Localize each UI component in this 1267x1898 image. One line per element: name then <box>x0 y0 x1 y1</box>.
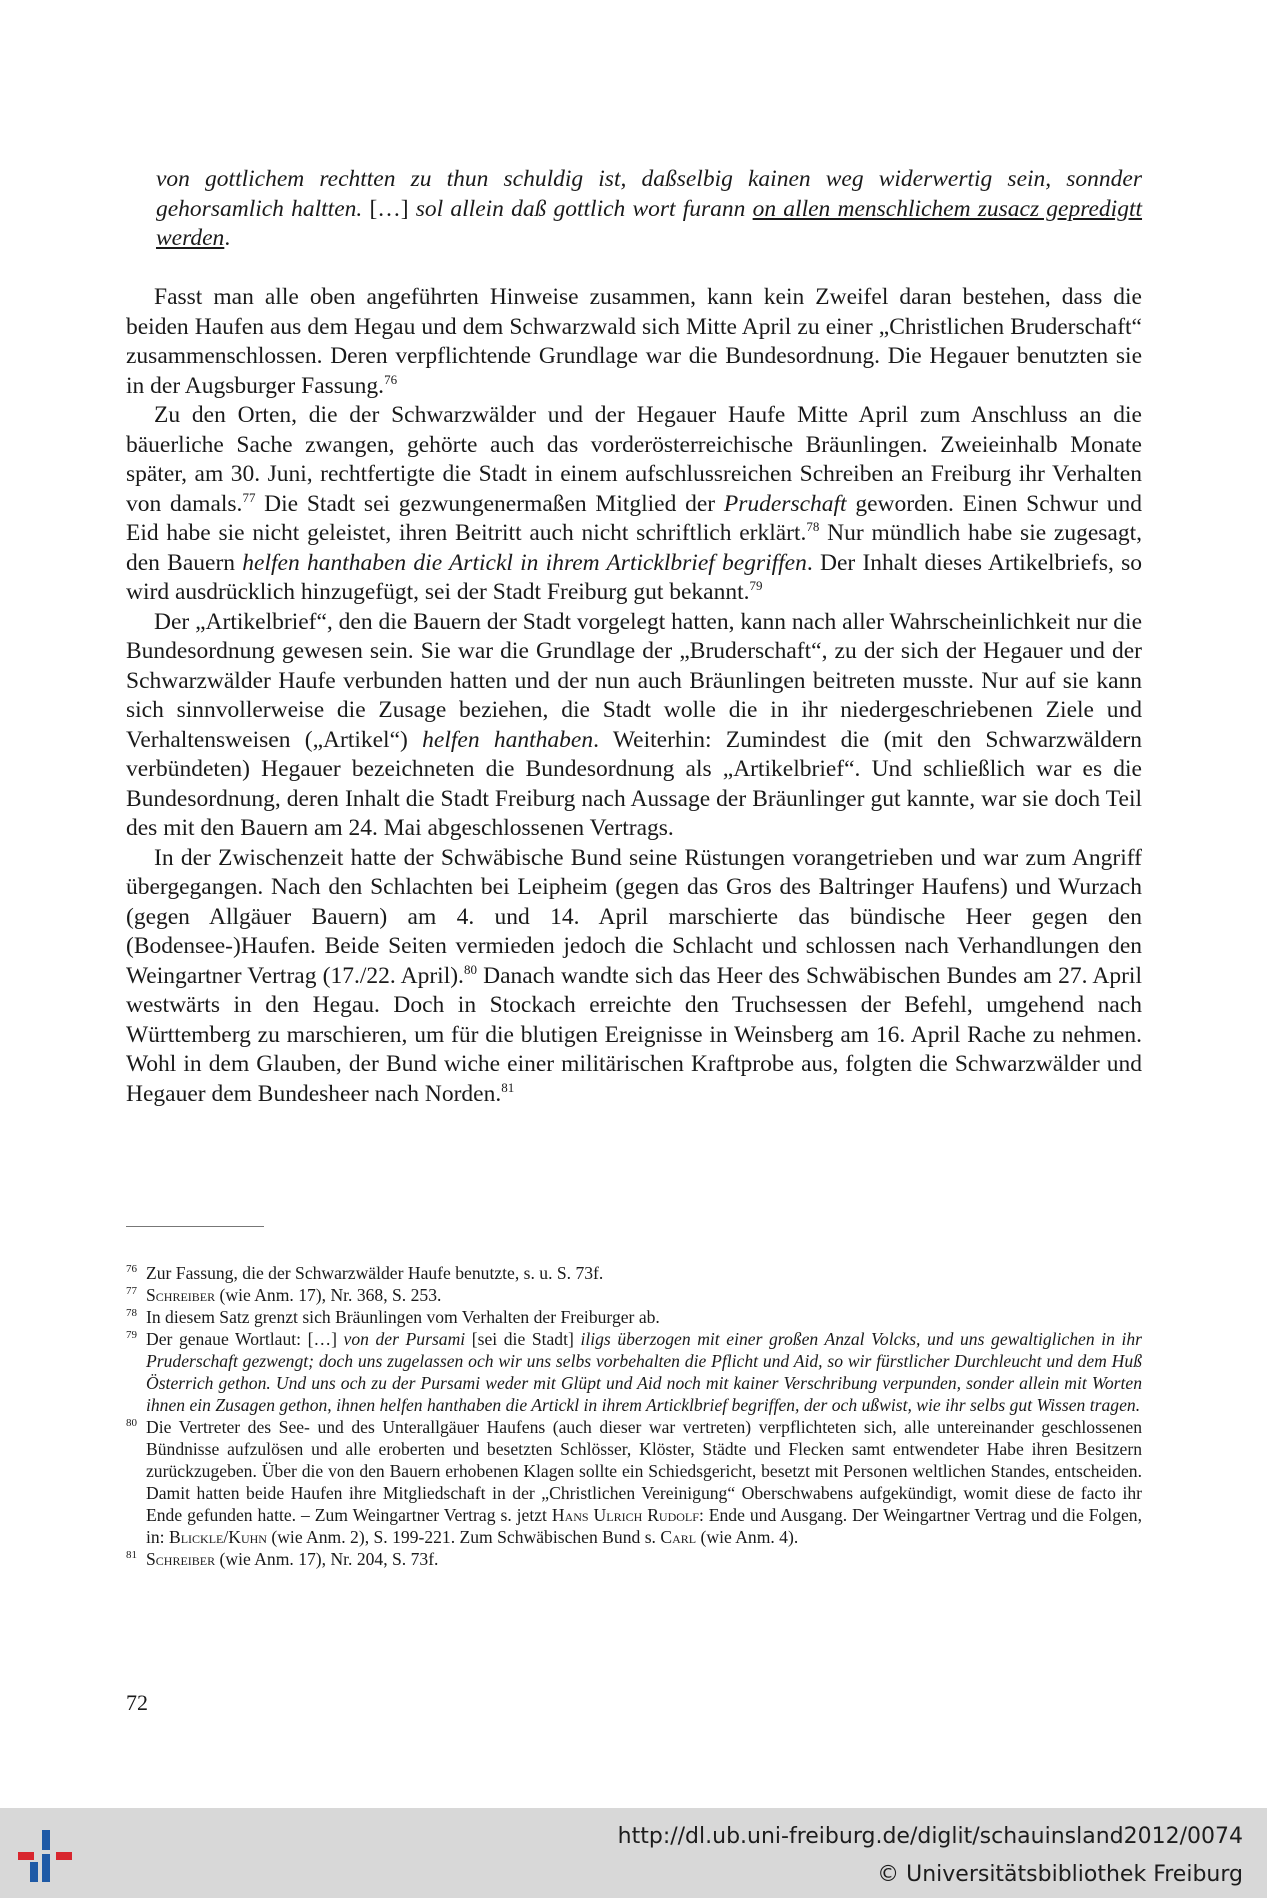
quote-underlined: on allen menschlichem zusacz gepredigtt werden <box>156 195 1143 251</box>
footnote-text-a: Der genaue Wortlaut: […] <box>146 1329 344 1349</box>
p2-text-d: Nur mündlich habe sie zugesagt, den Bauern <box>126 520 1143 576</box>
p2-text-b: Die Stadt sei gezwungenermaßen Mitglied der <box>255 490 724 517</box>
footnote-divider <box>126 1226 264 1227</box>
footnote-text: In diesem Satz grenzt sich Bräunlingen vom Verhalten der Freiburger ab. <box>146 1307 660 1327</box>
footnotes <box>126 1262 1142 1570</box>
logo-bar-blue-top <box>42 1830 50 1850</box>
footnote-ref-80: 80 <box>463 961 477 977</box>
footnote-author-3: Carl <box>660 1527 697 1547</box>
quote-text-2: sol allein daß gottlich wort furann <box>415 195 746 222</box>
footnote-ref-79: 79 <box>749 578 763 593</box>
p4-text-a: In der Zwischenzeit hatte der Schwäbische Bund seine Rüstungen vorangetrieben und war zum Angriff übergegangen. Nach den Schlachten bei Leipheim (gegen das Gros des Baltringer Haufens) und Wurzach (gegen Allgäuer Bauern) am 4. und 14. April marschierte das bündische Heer gegen den (Bodensee-)Haufen. Beide Seiten vermieden jedoch die Schlacht und schlossen nach Verhandlungen den Weingartner Vertrag (17./22. April). <box>126 844 1142 989</box>
paragraph-1 <box>126 283 1142 401</box>
footnote-ref-78: 78 <box>806 519 820 534</box>
footnote-76 <box>126 1262 1142 1284</box>
footnote-author-1: Hans Ulrich Rudolf <box>551 1505 699 1525</box>
footnote-italic-a: von der Pursami <box>343 1329 466 1349</box>
p2-text-c: geworden. Einen Schwur und Eid habe sie nicht geleistet, ihren Beitritt auch nicht schriftlich erklärt. <box>126 490 1142 546</box>
footnote-81 <box>126 1548 1142 1570</box>
block-quote <box>156 165 1142 254</box>
main-text <box>126 283 1142 1109</box>
footnote-number: 79 <box>126 1329 137 1341</box>
permalink-url[interactable]: http://dl.ub.uni-freiburg.de/diglit/schauinsland2012/0074 <box>617 1824 1243 1849</box>
footnote-number: 77 <box>126 1285 137 1297</box>
footnote-text-d: (wie Anm. 4). <box>696 1527 799 1547</box>
footnote-author: Schreiber <box>146 1285 216 1305</box>
paragraph-4 <box>126 844 1142 1110</box>
p4-text-b: Danach wandte sich das Heer des Schwäbischen Bundes am 27. April westwärts in den Hegau. Doch in Stockach erreichte den Truchsessen der Befehl, umgehend nach Württemberg zu marschieren, um für die blutigen Ereignisse in Weinsberg am 16. April Rache zu nehmen. Wohl in dem Glauben, der Bund wiche einer militärischen Kraftprobe aus, folgten die Schwarzwälder und Hegauer dem Bundesheer nach Norden. <box>126 962 1142 1107</box>
quote-ellipsis: […] <box>369 195 409 222</box>
p2-italic-d: helfen hanthaben die Artickl in ihrem Articklbrief begriffen <box>242 549 807 576</box>
footnote-number: 76 <box>126 1263 137 1275</box>
logo-bar-red-right <box>56 1852 72 1860</box>
footnote-text-c: (wie Anm. 2), S. 199-221. Zum Schwäbischen Bund s. <box>266 1527 661 1547</box>
page-number: 72 <box>126 1690 148 1715</box>
footnote-79 <box>126 1328 1142 1416</box>
ub-freiburg-logo-icon[interactable] <box>12 1826 82 1886</box>
p3-italic-a: helfen hanthaben <box>422 726 594 753</box>
quote-end: . <box>224 225 231 251</box>
footnote-78 <box>126 1306 1142 1328</box>
footnote-77 <box>126 1284 1142 1306</box>
viewer-footer <box>0 1808 1267 1898</box>
p2-text-e: . Der Inhalt dieses Artikelbriefs, so wird ausdrücklich hinzugefügt, sei der Stadt Freiburg gut bekannt. <box>126 549 1142 605</box>
p2-italic-b: Pruderschaft <box>723 490 847 517</box>
footnote-author-2: Blickle/Kuhn <box>168 1527 267 1547</box>
footnote-text: (wie Anm. 17), Nr. 204, S. 73f. <box>215 1549 439 1569</box>
paragraph-2 <box>126 401 1142 608</box>
p1-text: Fasst man alle oben angeführten Hinweise zusammen, kann kein Zweifel daran bestehen, dass die beiden Haufen aus dem Hegau und dem Schwarzwald sich Mitte April zu einer „Christlichen Bruderschaft“ zusammenschlossen. Deren verpflichtende Grundlage war die Bundesordnung. Die Hegauer benutzten sie in der Augsburger Fassung. <box>126 284 1142 399</box>
paragraph-3 <box>126 608 1142 844</box>
logo-bar-red-left <box>18 1852 34 1860</box>
footnote-author: Schreiber <box>146 1549 216 1569</box>
footnote-ref-77: 77 <box>242 489 256 505</box>
footnote-number: 78 <box>126 1307 137 1319</box>
footnote-80 <box>126 1416 1142 1548</box>
quote-text-1: von gottlichem rechtten zu thun schuldig ist, daßselbig kainen weg widerwertig sein, sonnder gehorsamlich haltten. <box>156 166 1142 222</box>
footnote-text: Zur Fassung, die der Schwarzwälder Haufe benutzte, s. u. S. 73f. <box>146 1263 604 1283</box>
footnote-number: 80 <box>126 1417 137 1429</box>
footnote-ref-81: 81 <box>501 1079 515 1095</box>
footnote-italic-b: iligs überzogen mit einer großen Anzal Volcks, und uns gewaltiglichen in ihr Pruderschaft gezwengt; doch uns zugelassen och wir uns selbs vorbehalten die Pflicht und Aid, so wir fürstlicher Durchleucht und dem Huß Österrich gethon. Und uns och zu der Pursami weder mit Glüpt und Aid noch mit kainer Verschribung verpunden, sonder allein mit Worten ihnen ein Zusagen gethon, ihnen helfen hanthaben die Artickl in ihrem Articklbrief begriffen, der och ußwist, wie ihr selbs gut Wissen tragen. <box>146 1329 1142 1415</box>
logo-bar-blue-left <box>30 1862 38 1882</box>
p2-text-a: Zu den Orten, die der Schwarzwälder und der Hegauer Haufe Mitte April zum Anschluss an die bäuerliche Sache zwangen, gehörte auch das vorderösterreichische Bräunlingen. Zweieinhalb Monate später, am 30. Juni, rechtfertigte die Stadt in einem aufschlussreichen Schreiben an Freiburg ihr Verhalten von damals. <box>126 402 1142 517</box>
copyright-notice: © Universitätsbibliothek Freiburg <box>877 1862 1243 1887</box>
footnote-text-a: Die Vertreter des See- und des Unterallgäuer Haufens (auch dieser war vertreten) verpflichteten sich, alle untereinander geschlossenen Bündnisse aufzulösen und alle eroberten und besetzten Schlösser, Klöster, Städte und Flecken samt entwendeter Habe ihren Besitzern zurückzugeben. Über die von den Bauern erhobenen Klagen sollte ein Schiedsgericht, besetzt mit Personen weltlichen Standes, entscheiden. Damit hatten beide Haufen ihre Mitgliedschaft in der „Christlichen Vereinigung“ Oberschwabens aufgekündigt, womit diese de facto ihr Ende gefunden hatte. – Zum Weingartner Vertrag s. jetzt <box>146 1417 1142 1525</box>
logo-bar-blue-mid <box>42 1854 50 1882</box>
p3-text-a: Der „Artikelbrief“, den die Bauern der Stadt vorgelegt hatten, kann nach aller Wahrscheinlichkeit nur die Bundesordnung gewesen sein. Sie war die Grundlage der „Bruderschaft“, zu der sich der Hegauer und der Schwarzwälder Haufe verbunden hatten und der nun auch Bräunlingen beitreten musste. Nur auf sie kann sich sinnvollerweise die Zusage beziehen, die Stadt wolle die in ihr niedergeschriebenen Ziele und Verhaltensweisen („Artikel“) <box>126 608 1142 753</box>
footnote-text-b: : Ende und Ausgang. Der Weingartner Vertrag und die Folgen, in: <box>146 1505 1142 1547</box>
footnote-ref-76: 76 <box>384 371 398 387</box>
footnote-text-b: [sei die Stadt] <box>465 1329 581 1349</box>
p3-text-b: . Weiterhin: Zumindest die (mit den Schwarzwäldern verbündeten) Hegauer bezeichneten die Bundesordnung als „Artikelbrief“. Und schließlich war es die Bundesordnung, deren Inhalt die Stadt Freiburg nach Aussage der Bräunlinger gut kannte, war sie doch Teil des mit den Bauern am 24. Mai abgeschlossenen Vertrags. <box>126 726 1142 841</box>
footnote-number: 81 <box>126 1549 137 1561</box>
footnote-text: (wie Anm. 17), Nr. 368, S. 253. <box>215 1285 442 1305</box>
